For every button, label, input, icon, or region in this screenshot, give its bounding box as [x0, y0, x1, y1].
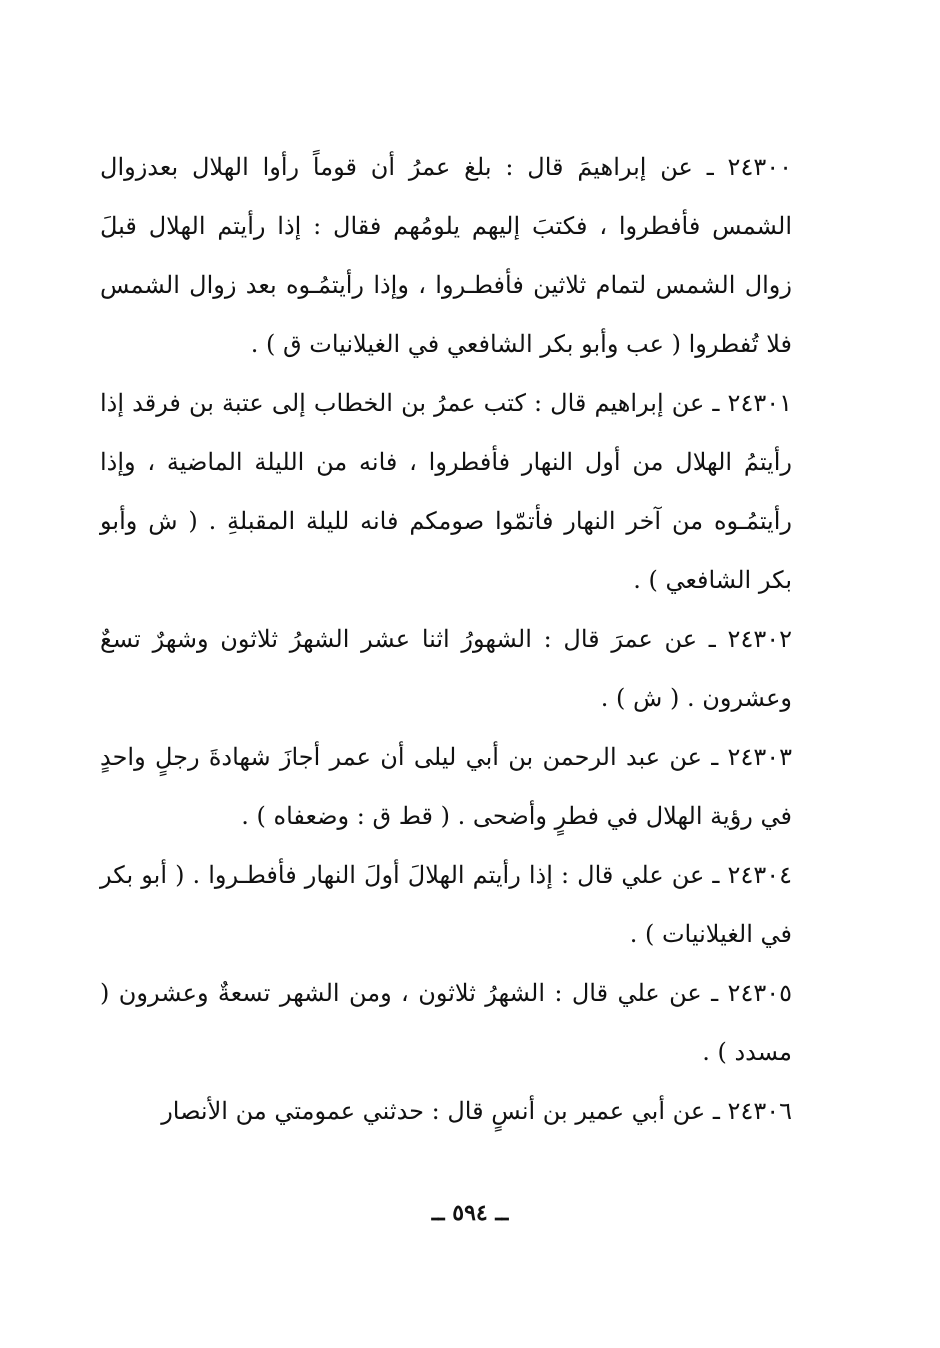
- hadith-paragraph-24302: ٢٤٣٠٢ ـ عن عمرَ قال : الشهورُ اثنا عشر الشهرُ ثلاثون وشهرٌ تسعٌ وعشرون . ( ش ) .: [100, 625, 792, 712]
- hadith-text-block: [100, 138, 792, 1141]
- hadith-paragraph-24300: ٢٤٣٠٠ ـ عن إبراهيمَ قال : بلغ عمرُ أن قوماً رأوا الهلال بعدزوال الشمس فأفطروا ، فكتبَ إليهم يلومُهم فقال : إذا رأيتم الهلال قبلَ زوال الشمس لتمام ثلاثين فأفطـروا ، وإذا رأيتمُـوه بعد زوال الشمس فلا تُفطروا ( عب وأبو بكر الشافعي في الغيلانيات ق ) .: [100, 153, 792, 358]
- page-number: ــ ٥٩٤ ــ: [431, 1200, 509, 1226]
- hadith-paragraph-24303: ٢٤٣٠٣ ـ عن عبد الرحمن بن أبي ليلى أن عمر أجازَ شهادةَ رجلٍ واحدٍ في رؤية الهلال في فطرٍ وأضحى . ( قط ق : وضعفاه ) .: [100, 743, 792, 830]
- hadith-paragraph-24305: ٢٤٣٠٥ ـ عن علي قال : الشهرُ ثلاثون ، ومن الشهر تسعةٌ وعشرون ( مسدد ) .: [100, 979, 792, 1066]
- hadith-paragraph-24306: ٢٤٣٠٦ ـ عن أبي عمير بن أنسٍ قال : حدثني عمومتي من الأنصار: [161, 1097, 792, 1125]
- hadith-paragraph-24301: ٢٤٣٠١ ـ عن إبراهيم قال : كتب عمرُ بن الخطاب إلى عتبة بن فرقد إذا رأيتمُ الهلال من أول النهار فأفطروا ، فانه من الليلة الماضية ، وإذا رأيتمُـوه من آخر النهار فأتمّوا صومكم فانه لليلة المقبلةِ . ( ش وأبو بكر الشافعي ) .: [100, 389, 792, 594]
- hadith-paragraph-24304: ٢٤٣٠٤ ـ عن علي قال : إذا رأيتم الهلالَ أولَ النهار فأفطـروا . ( أبو بكر في الغيلانيات ) .: [100, 861, 792, 948]
